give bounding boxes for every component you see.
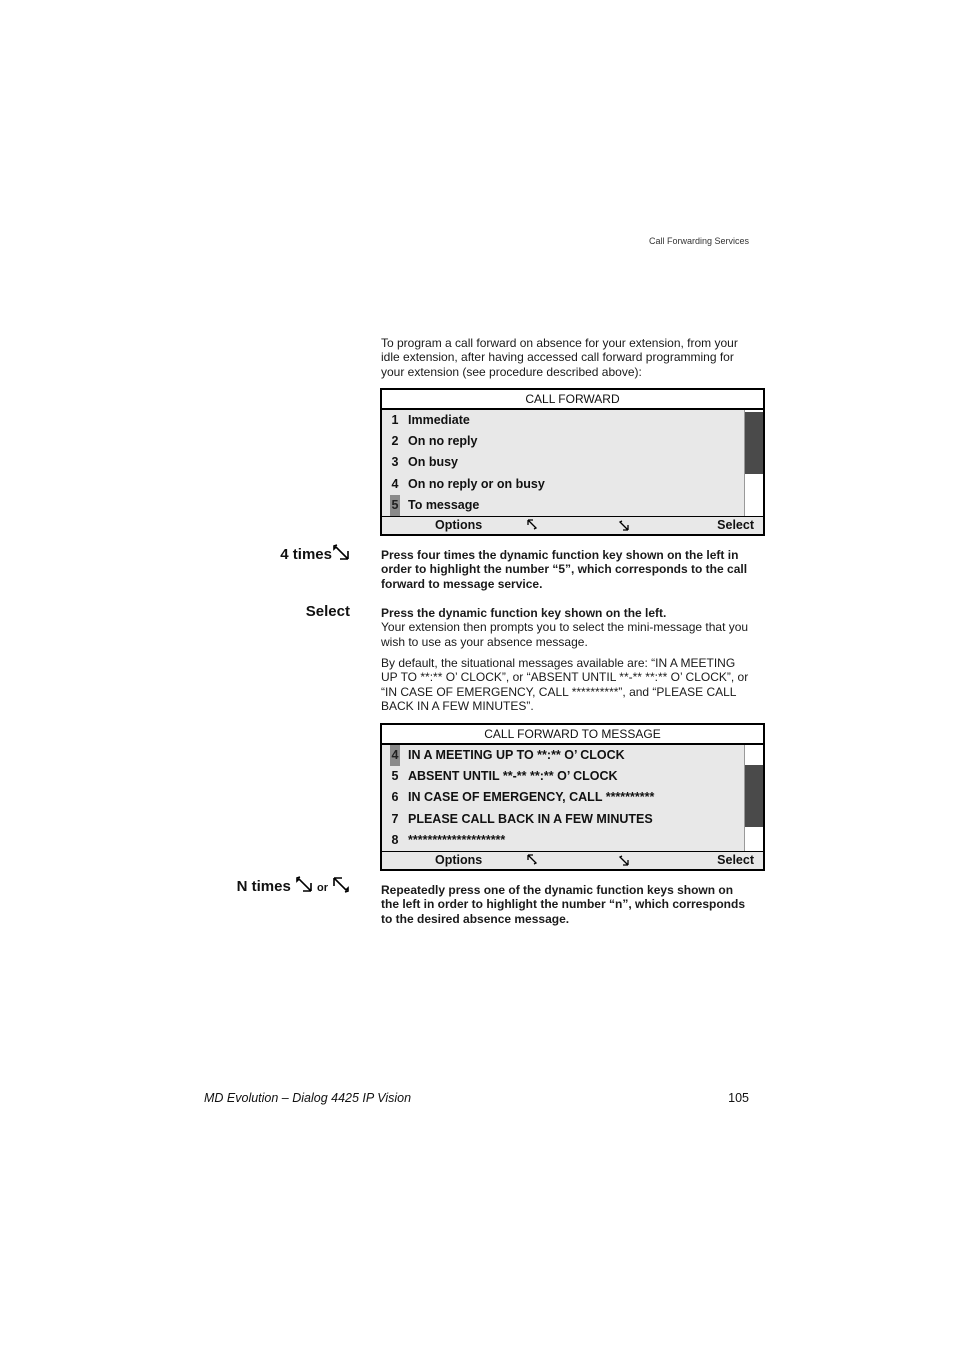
menu-item[interactable]: 2 On no reply bbox=[391, 434, 478, 449]
menu-item[interactable]: 1 Immediate bbox=[391, 413, 470, 427]
scrollbar-thumb[interactable] bbox=[745, 412, 763, 474]
message-list bbox=[382, 745, 763, 853]
arrow-up-left-icon[interactable] bbox=[527, 519, 538, 530]
menu-item-selected[interactable]: 5 To message bbox=[382, 495, 763, 516]
step-select: Select bbox=[305, 603, 350, 620]
arrow-down-right-icon[interactable] bbox=[618, 520, 629, 531]
message-item[interactable]: 6 IN CASE OF EMERGENCY, CALL ********** bbox=[391, 790, 655, 805]
arrow-down-right-icon[interactable] bbox=[618, 855, 629, 866]
step-1-instruction: Press four times the dynamic function key shown on the left in order to highlight the number “5”, which corresponds to the call forward to message service. bbox=[381, 548, 748, 591]
default-messages-note: By default, the situational messages available are: “IN A MEETING UP TO **:** O’ CLOCK”, or “ABSENT UNTIL **-** **:** O’ CLOCK”, or “IN CASE OF EMERGENCY, CALL **********”, and “PLEASE CALL BACK IN A FEW MINUTES”. bbox=[381, 656, 749, 713]
message-item[interactable]: 5 ABSENT UNTIL **-** **:** O’ CLOCK bbox=[391, 769, 618, 784]
arrow-down-right-icon bbox=[332, 544, 350, 561]
page-number: 105 bbox=[728, 1091, 749, 1105]
options-softkey[interactable]: Options bbox=[435, 518, 483, 532]
arrow-down-right-icon bbox=[295, 876, 313, 893]
step-3-instruction: Repeatedly press one of the dynamic function keys shown on the left in order to highlight the number “n”, which corresponds to the desired absence message. bbox=[381, 883, 746, 926]
menu-item[interactable]: 3 On busy bbox=[391, 455, 459, 470]
arrow-up-left-icon[interactable] bbox=[527, 854, 538, 865]
softkey-bar bbox=[382, 851, 763, 869]
step-2-instruction: Press the dynamic function key shown on the left. Your extension then prompts you to select the mini-message that you wish to use as your absence message. bbox=[381, 606, 749, 649]
scrollbar[interactable] bbox=[744, 410, 763, 518]
softkey-bar bbox=[382, 516, 763, 534]
screen-title: CALL FORWARD TO MESSAGE bbox=[382, 725, 763, 745]
menu-item[interactable]: 4 On no reply or on busy bbox=[391, 476, 545, 491]
intro-paragraph: To program a call forward on absence for your extension, from your idle extension, after having accessed call forward programming for your extension (see procedure described above): bbox=[381, 336, 738, 379]
arrow-up-left-icon bbox=[332, 876, 350, 893]
call-forward-to-message-screen bbox=[380, 723, 765, 871]
select-softkey[interactable]: Select bbox=[717, 518, 754, 532]
menu-list bbox=[382, 410, 763, 518]
scrollbar-thumb[interactable] bbox=[745, 765, 763, 827]
step-n-times: N times or bbox=[200, 876, 350, 895]
message-item[interactable]: 8 ******************** bbox=[391, 832, 506, 847]
footer-doc-title: MD Evolution – Dialog 4425 IP Vision bbox=[204, 1091, 412, 1105]
step-4-times: 4 times bbox=[220, 544, 350, 563]
message-item-selected[interactable]: 4 IN A MEETING UP TO **:** O’ CLOCK bbox=[382, 745, 763, 766]
options-softkey[interactable]: Options bbox=[435, 853, 483, 867]
call-forward-screen bbox=[380, 388, 765, 536]
scrollbar[interactable] bbox=[744, 745, 763, 853]
message-item[interactable]: 7 PLEASE CALL BACK IN A FEW MINUTES bbox=[391, 811, 653, 826]
select-softkey[interactable]: Select bbox=[717, 853, 754, 867]
running-header: Call Forwarding Services bbox=[648, 236, 749, 246]
screen-title: CALL FORWARD bbox=[382, 390, 763, 410]
